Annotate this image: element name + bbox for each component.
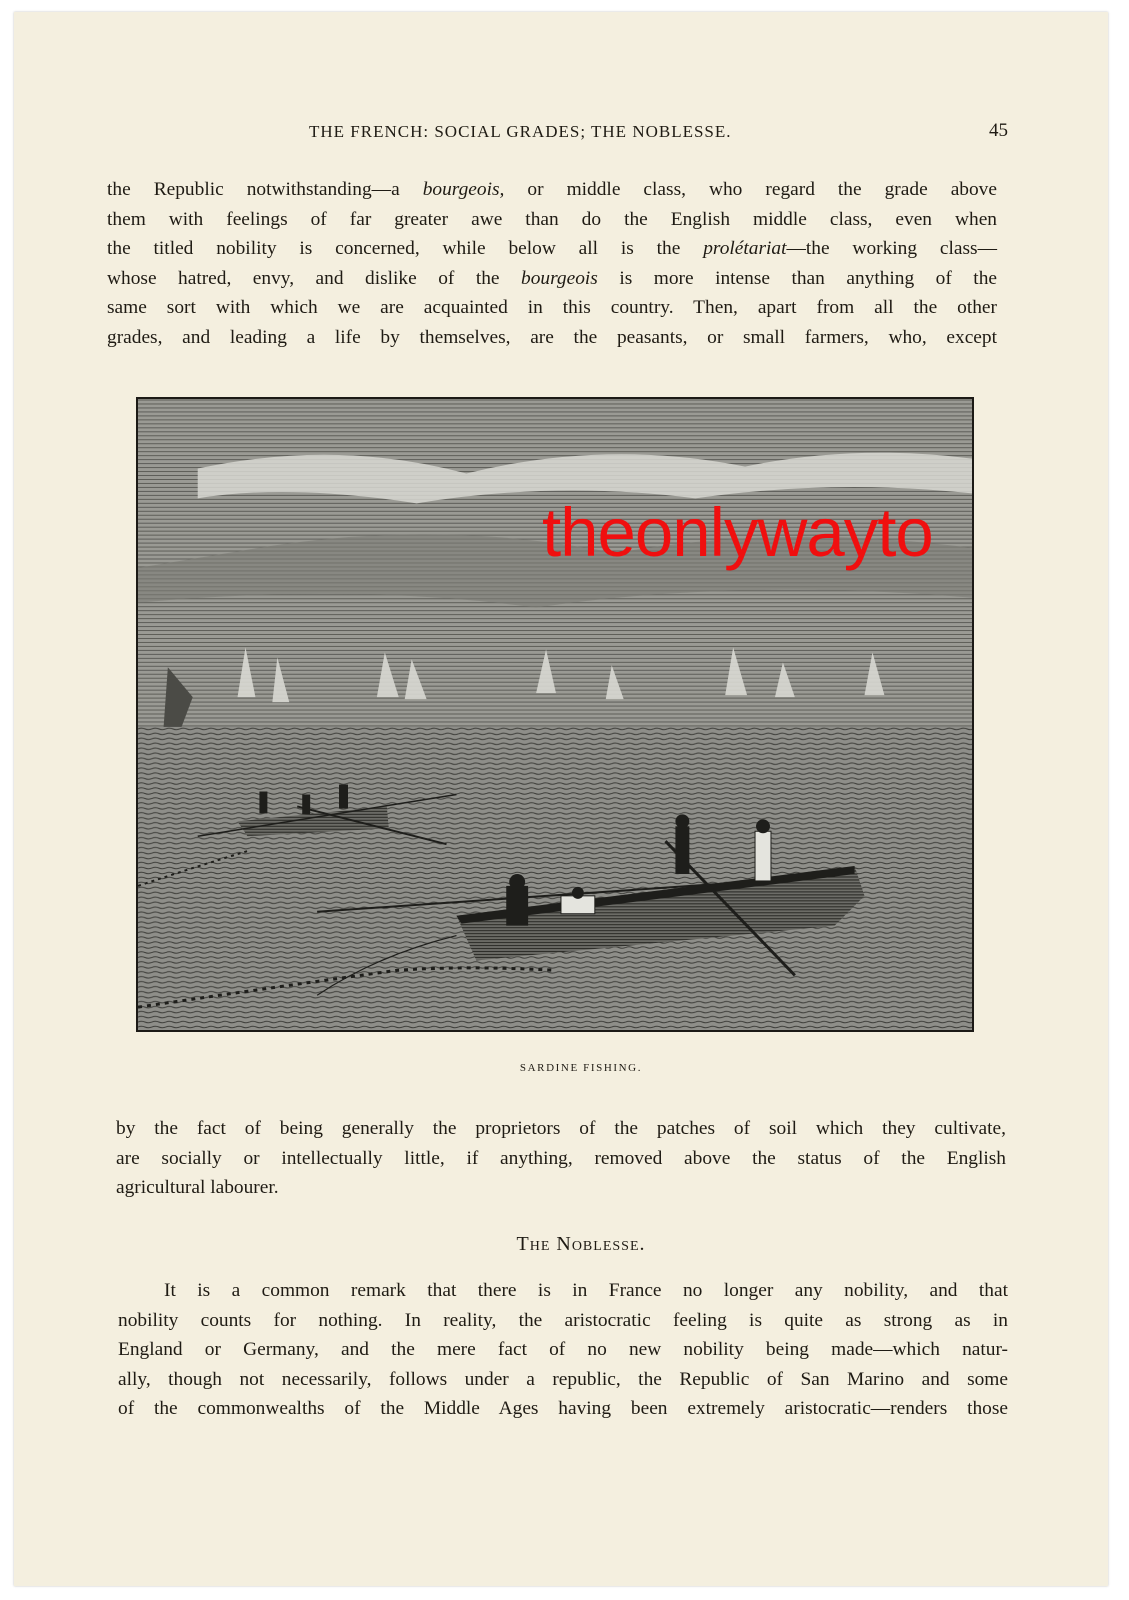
text-line: by the fact of being generally the proprietors of the patches of soil which they cultivate,	[116, 1118, 1006, 1139]
book-page	[14, 12, 1108, 1586]
text-line: same sort with which we are acquainted in this country. Then, apart from all the other	[107, 297, 997, 319]
text-line: them with feelings of far greater awe than do the English middle class, even when	[107, 208, 997, 230]
paragraph-continued	[116, 1114, 1006, 1203]
text-line: agricultural labourer.	[116, 1177, 279, 1199]
section-heading: The Noblesse.	[516, 1233, 646, 1255]
text-line: whose hatred, envy, and dislike of the bourgeois is more intense than anything of the	[107, 267, 997, 289]
text-line: England or Germany, and the mere fact of no new nobility being made—which natur-	[118, 1339, 1008, 1361]
sardine-fishing-engraving	[136, 397, 974, 1032]
text-line: nobility counts for nothing. In reality, the aristocratic feeling is quite as strong as in	[118, 1309, 1008, 1331]
figure-caption: SARDINE FISHING.	[519, 1062, 643, 1074]
text-line: are socially or intellectually little, if anything, removed above the status of the English	[116, 1147, 1006, 1169]
watermark-text: theonlywayto	[542, 494, 933, 571]
text-line: ally, though not necessarily, follows under a republic, the Republic of San Marino and some	[118, 1368, 1008, 1390]
paragraph-noblesse	[118, 1276, 1008, 1424]
text-line: the Republic notwithstanding—a bourgeois, or middle class, who regard the grade above	[107, 179, 997, 200]
text-line: grades, and leading a life by themselves, are the peasants, or small farmers, who, except	[107, 326, 997, 348]
text-line: the titled nobility is concerned, while below all is the prolétariat—the working class—	[107, 238, 997, 260]
text-line: It is a common remark that there is in France no longer any nobility, and that	[164, 1280, 1008, 1301]
text-line: of the commonwealths of the Middle Ages having been extremely aristocratic—renders those	[118, 1398, 1008, 1420]
paragraph-top	[107, 175, 997, 353]
page-number: 45	[989, 120, 1008, 141]
running-title: THE FRENCH: SOCIAL GRADES; THE NOBLESSE.	[309, 122, 732, 141]
